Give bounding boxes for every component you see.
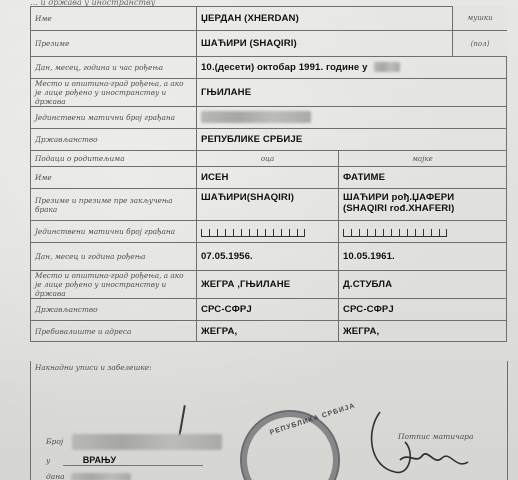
- mother-surname-line2: (SHAQIRI rođ.XHAFERI): [343, 203, 455, 214]
- footer-number-label: Број: [46, 437, 64, 446]
- row-parent-birth-places: [31, 271, 507, 299]
- row-surname: [31, 31, 507, 57]
- label-birth-date: Дан, месец, година и час рођења: [31, 57, 197, 79]
- footer-date-label: дана: [46, 472, 65, 480]
- label-parent-residence: Пребивалиште и адреса: [31, 321, 197, 342]
- label-jmbg: Јединствени матични број грађана: [31, 107, 197, 129]
- header-father: оца: [197, 151, 339, 167]
- footer-place: [46, 455, 226, 466]
- father-residence: ЖЕГРА,: [197, 321, 339, 342]
- value-jmbg: [197, 107, 507, 129]
- mother-jmbg-boxes: [339, 221, 507, 243]
- father-name: ИСЕН: [197, 167, 339, 189]
- row-citizenship: [31, 129, 507, 151]
- label-parent-jmbg: Јединствени матични број грађана: [31, 221, 197, 243]
- value-citizenship: РЕПУБЛИКЕ СРБИЈЕ: [197, 129, 507, 151]
- label-parent-citizenship: Држављанство: [31, 299, 197, 321]
- signature-scribble: [360, 372, 510, 480]
- mother-birth-date: 10.05.1961.: [339, 243, 507, 271]
- mother-surname-line1: ШАЋИРИ рођ.ЏАФЕРИ: [343, 192, 455, 203]
- stamp-text: РЕПУБЛИКА СРБИЈА: [269, 402, 357, 437]
- label-parents: Подаци о родитељима: [31, 151, 197, 167]
- sex-divider: [453, 30, 507, 31]
- row-parent-citizenship: [31, 299, 507, 321]
- mother-name: ФАТИМЕ: [339, 167, 507, 189]
- label-surname: Презиме: [31, 31, 197, 57]
- remarks-label: Накнадни уписи и забелешке:: [35, 363, 152, 372]
- sex-value: мушки: [467, 14, 493, 22]
- sex-caption: (пол): [470, 40, 490, 48]
- birth-date-text: 10.(десети) октобар 1991. године у: [201, 62, 368, 73]
- row-parents-header: [31, 151, 507, 167]
- sex-box: [452, 6, 507, 56]
- father-jmbg-boxes: [197, 221, 339, 243]
- value-birth-date: [197, 57, 507, 79]
- row-name: [31, 7, 507, 31]
- row-parent-residence: [31, 321, 507, 342]
- father-citizenship: СРС-СФРЈ: [197, 299, 339, 321]
- label-parent-name: Име: [31, 167, 197, 189]
- certificate-form-table: [30, 6, 507, 342]
- redacted-number: [72, 434, 222, 450]
- redacted-birth-time: [374, 62, 400, 72]
- value-surname: ШАЋИРИ (SHAQIRI): [197, 31, 453, 57]
- redacted-jmbg: [201, 111, 311, 123]
- mother-citizenship: СРС-СФРЈ: [339, 299, 507, 321]
- label-parent-surname: Презиме и презиме пре закључења брака: [31, 189, 197, 221]
- redacted-date: [71, 473, 131, 480]
- value-name: ЏЕРДАН (XHERDAN): [197, 7, 453, 31]
- value-birth-place: ГЊИЛАНЕ: [197, 79, 507, 107]
- mother-birth-place: Д.СТУБЛА: [339, 271, 507, 299]
- label-name: Име: [31, 7, 197, 31]
- father-birth-place: ЖЕГРА ,ГЊИЛАНЕ: [197, 271, 339, 299]
- label-birth-place: Место и општина-град рођења, а ако је лице рођено у иностранству и држава: [31, 79, 197, 107]
- footer-place-value: ВРАЊУ: [63, 455, 203, 466]
- row-parent-jmbg: [31, 221, 507, 243]
- father-birth-date: 07.05.1956.: [197, 243, 339, 271]
- mother-surname: [339, 189, 507, 221]
- signature-label: Потпис матичара: [398, 432, 474, 441]
- row-parent-birth-dates: [31, 243, 507, 271]
- header-strip: … и држава у иностранству: [30, 0, 156, 6]
- footer-number: [46, 434, 222, 450]
- row-parent-names: [31, 167, 507, 189]
- row-jmbg: [31, 107, 507, 129]
- label-parent-birth-place: Место и општина-град рођења, а ако је лице рођено у иностранству и држава: [31, 271, 197, 299]
- row-parent-surnames: [31, 189, 507, 221]
- mother-residence: ЖЕГРА,: [339, 321, 507, 342]
- label-citizenship: Држављанство: [31, 129, 197, 151]
- row-birth-date: [31, 57, 507, 79]
- father-surname: ШАЋИРИ(SHAQIRI): [197, 189, 339, 221]
- footer-place-prefix: у: [46, 456, 51, 465]
- header-mother: мајке: [339, 151, 507, 167]
- label-parent-birth-date: Дан, месец и година рођења: [31, 243, 197, 271]
- footer-date: [46, 472, 131, 480]
- row-birth-place: [31, 79, 507, 107]
